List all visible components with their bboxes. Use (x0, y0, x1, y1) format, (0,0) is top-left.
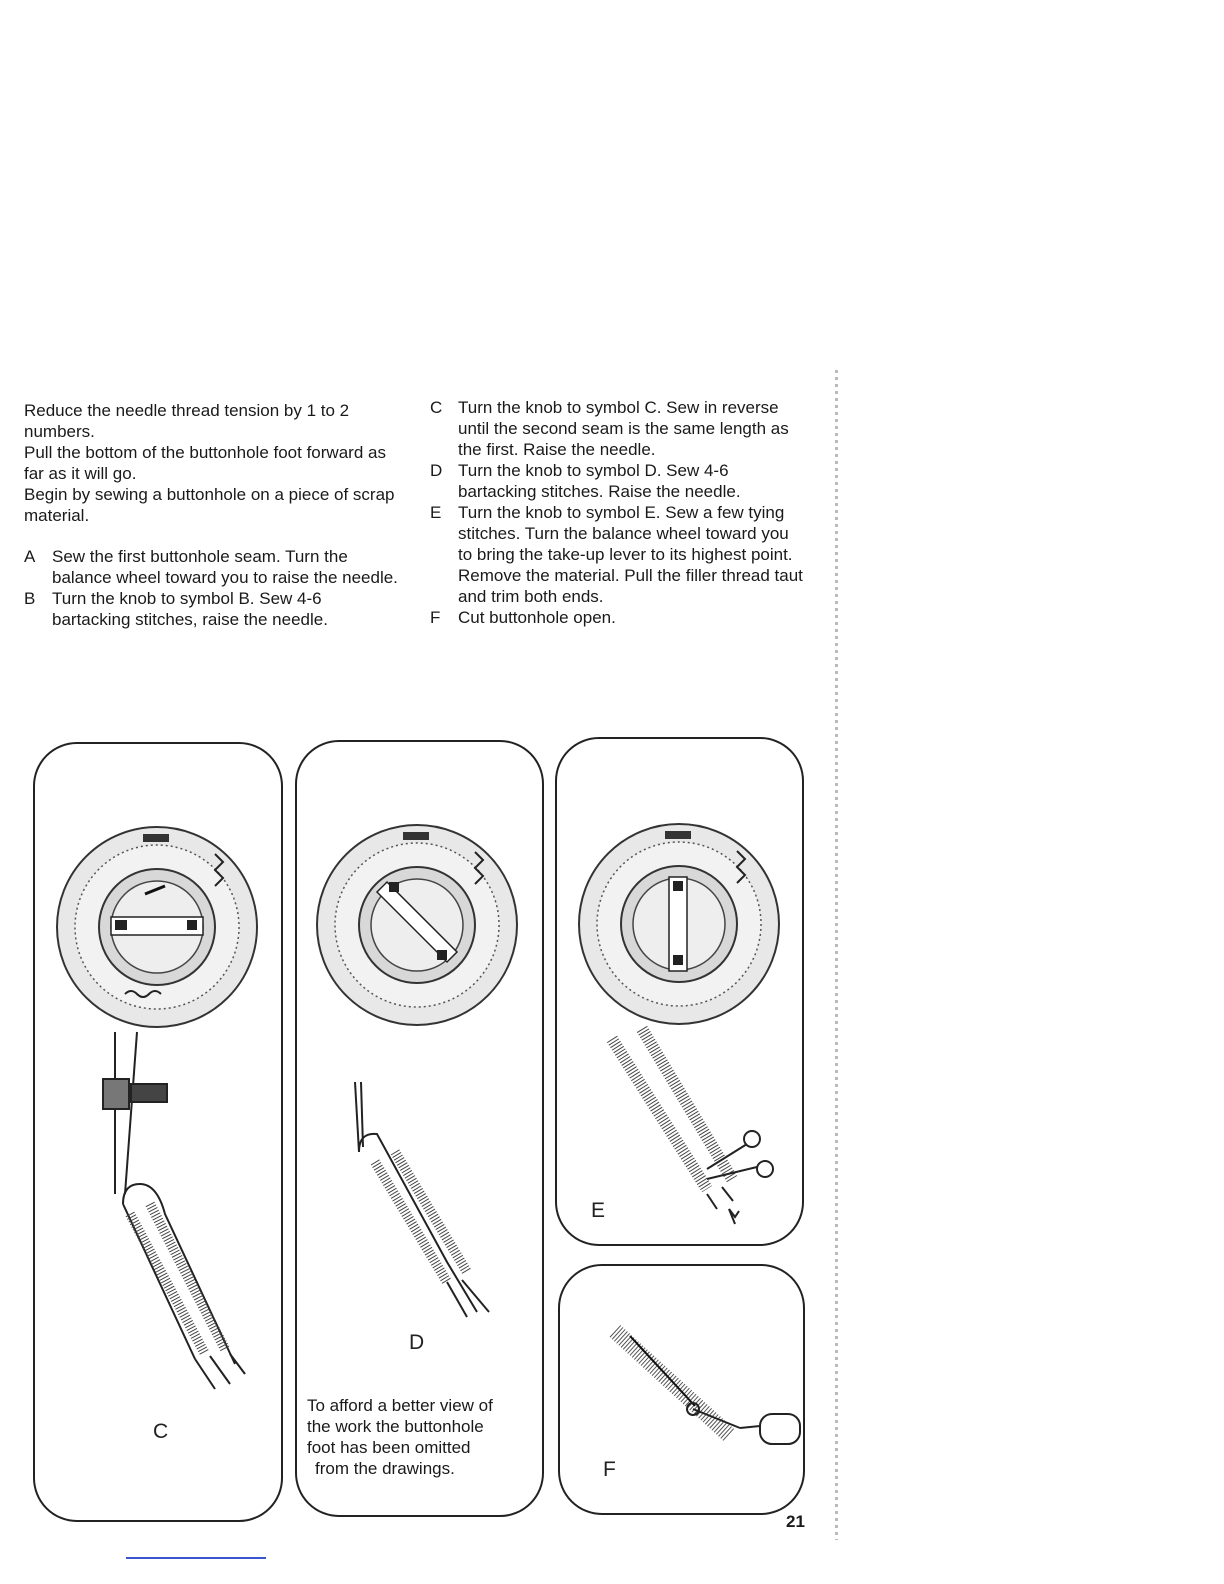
buttonhole-trim-e-icon (612, 1029, 739, 1224)
right-column (430, 397, 805, 628)
intro-tension: Reduce the needle thread tension by 1 to 2 numbers. (24, 401, 350, 441)
caption-line: To afford a better view of (307, 1396, 493, 1415)
step-c (430, 397, 805, 460)
step-letter: F (430, 608, 441, 627)
buttonhole-seam-c-icon (123, 1184, 245, 1389)
step-letter: B (24, 589, 36, 608)
figure-panel-f (558, 1264, 805, 1515)
intro-scrap: Begin by sewing a buttonhole on a piece of scrap material. (24, 485, 395, 525)
caption-line: foot has been omitted (307, 1438, 471, 1457)
figure-panel-d (295, 740, 544, 1517)
step-text: Turn the knob to symbol D. Sew 4-6 bartacking stitches. Raise the needle. (458, 461, 741, 501)
figure-caption (307, 1395, 537, 1479)
footer-rule (126, 1557, 266, 1559)
figure-label-d: D (409, 1331, 425, 1354)
step-letter: D (430, 461, 443, 480)
figure-c-illustration (35, 744, 281, 1520)
step-a (24, 546, 404, 588)
step-text: Turn the knob to symbol B. Sew 4-6 bartacking stitches, raise the needle. (52, 589, 328, 629)
figure-label-c: C (153, 1420, 169, 1443)
left-column (24, 400, 404, 630)
scan-edge-divider (835, 370, 838, 1540)
step-letter: C (430, 398, 443, 417)
stitch-dial-e-icon (579, 824, 779, 1024)
figure-label-e: E (591, 1199, 606, 1222)
caption-line: from the drawings. (315, 1459, 455, 1478)
step-d (430, 460, 805, 502)
step-text: Turn the knob to symbol E. Sew a few tying stitches. Turn the balance wheel toward you to bring the take-up lever to its highest point. Remove the material. Pull the filler thread taut and trim both ends. (458, 503, 803, 606)
figure-f-illustration (560, 1266, 803, 1513)
buttonhole-seam-d-icon (355, 1082, 489, 1317)
step-letter: A (24, 547, 36, 566)
figure-e-illustration (557, 739, 802, 1244)
figure-panel-c (33, 742, 283, 1522)
step-letter: E (430, 503, 442, 522)
step-text: Cut buttonhole open. (458, 608, 616, 627)
caption-line: the work the buttonhole (307, 1417, 484, 1436)
step-b (24, 588, 404, 630)
seam-ripper-icon (687, 1403, 800, 1444)
step-e (430, 502, 805, 607)
spacer (24, 526, 404, 546)
figure-label-f: F (603, 1458, 616, 1481)
stitch-dial-d-icon (317, 825, 517, 1025)
scissors-icon (707, 1131, 773, 1179)
page-number: 21 (786, 1512, 805, 1531)
needle-c-icon (103, 1032, 167, 1194)
intro-pull-foot: Pull the bottom of the buttonhole foot forward as far as it will go. (24, 443, 386, 483)
step-text: Turn the knob to symbol C. Sew in reverse until the second seam is the same length as the first. Raise the needle. (458, 398, 789, 459)
stitch-dial-c-icon (57, 827, 257, 1027)
figure-panel-e (555, 737, 804, 1246)
buttonhole-cut-f-icon (615, 1331, 730, 1436)
step-f (430, 607, 805, 628)
step-text: Sew the first buttonhole seam. Turn the balance wheel toward you to raise the needle. (52, 547, 398, 587)
